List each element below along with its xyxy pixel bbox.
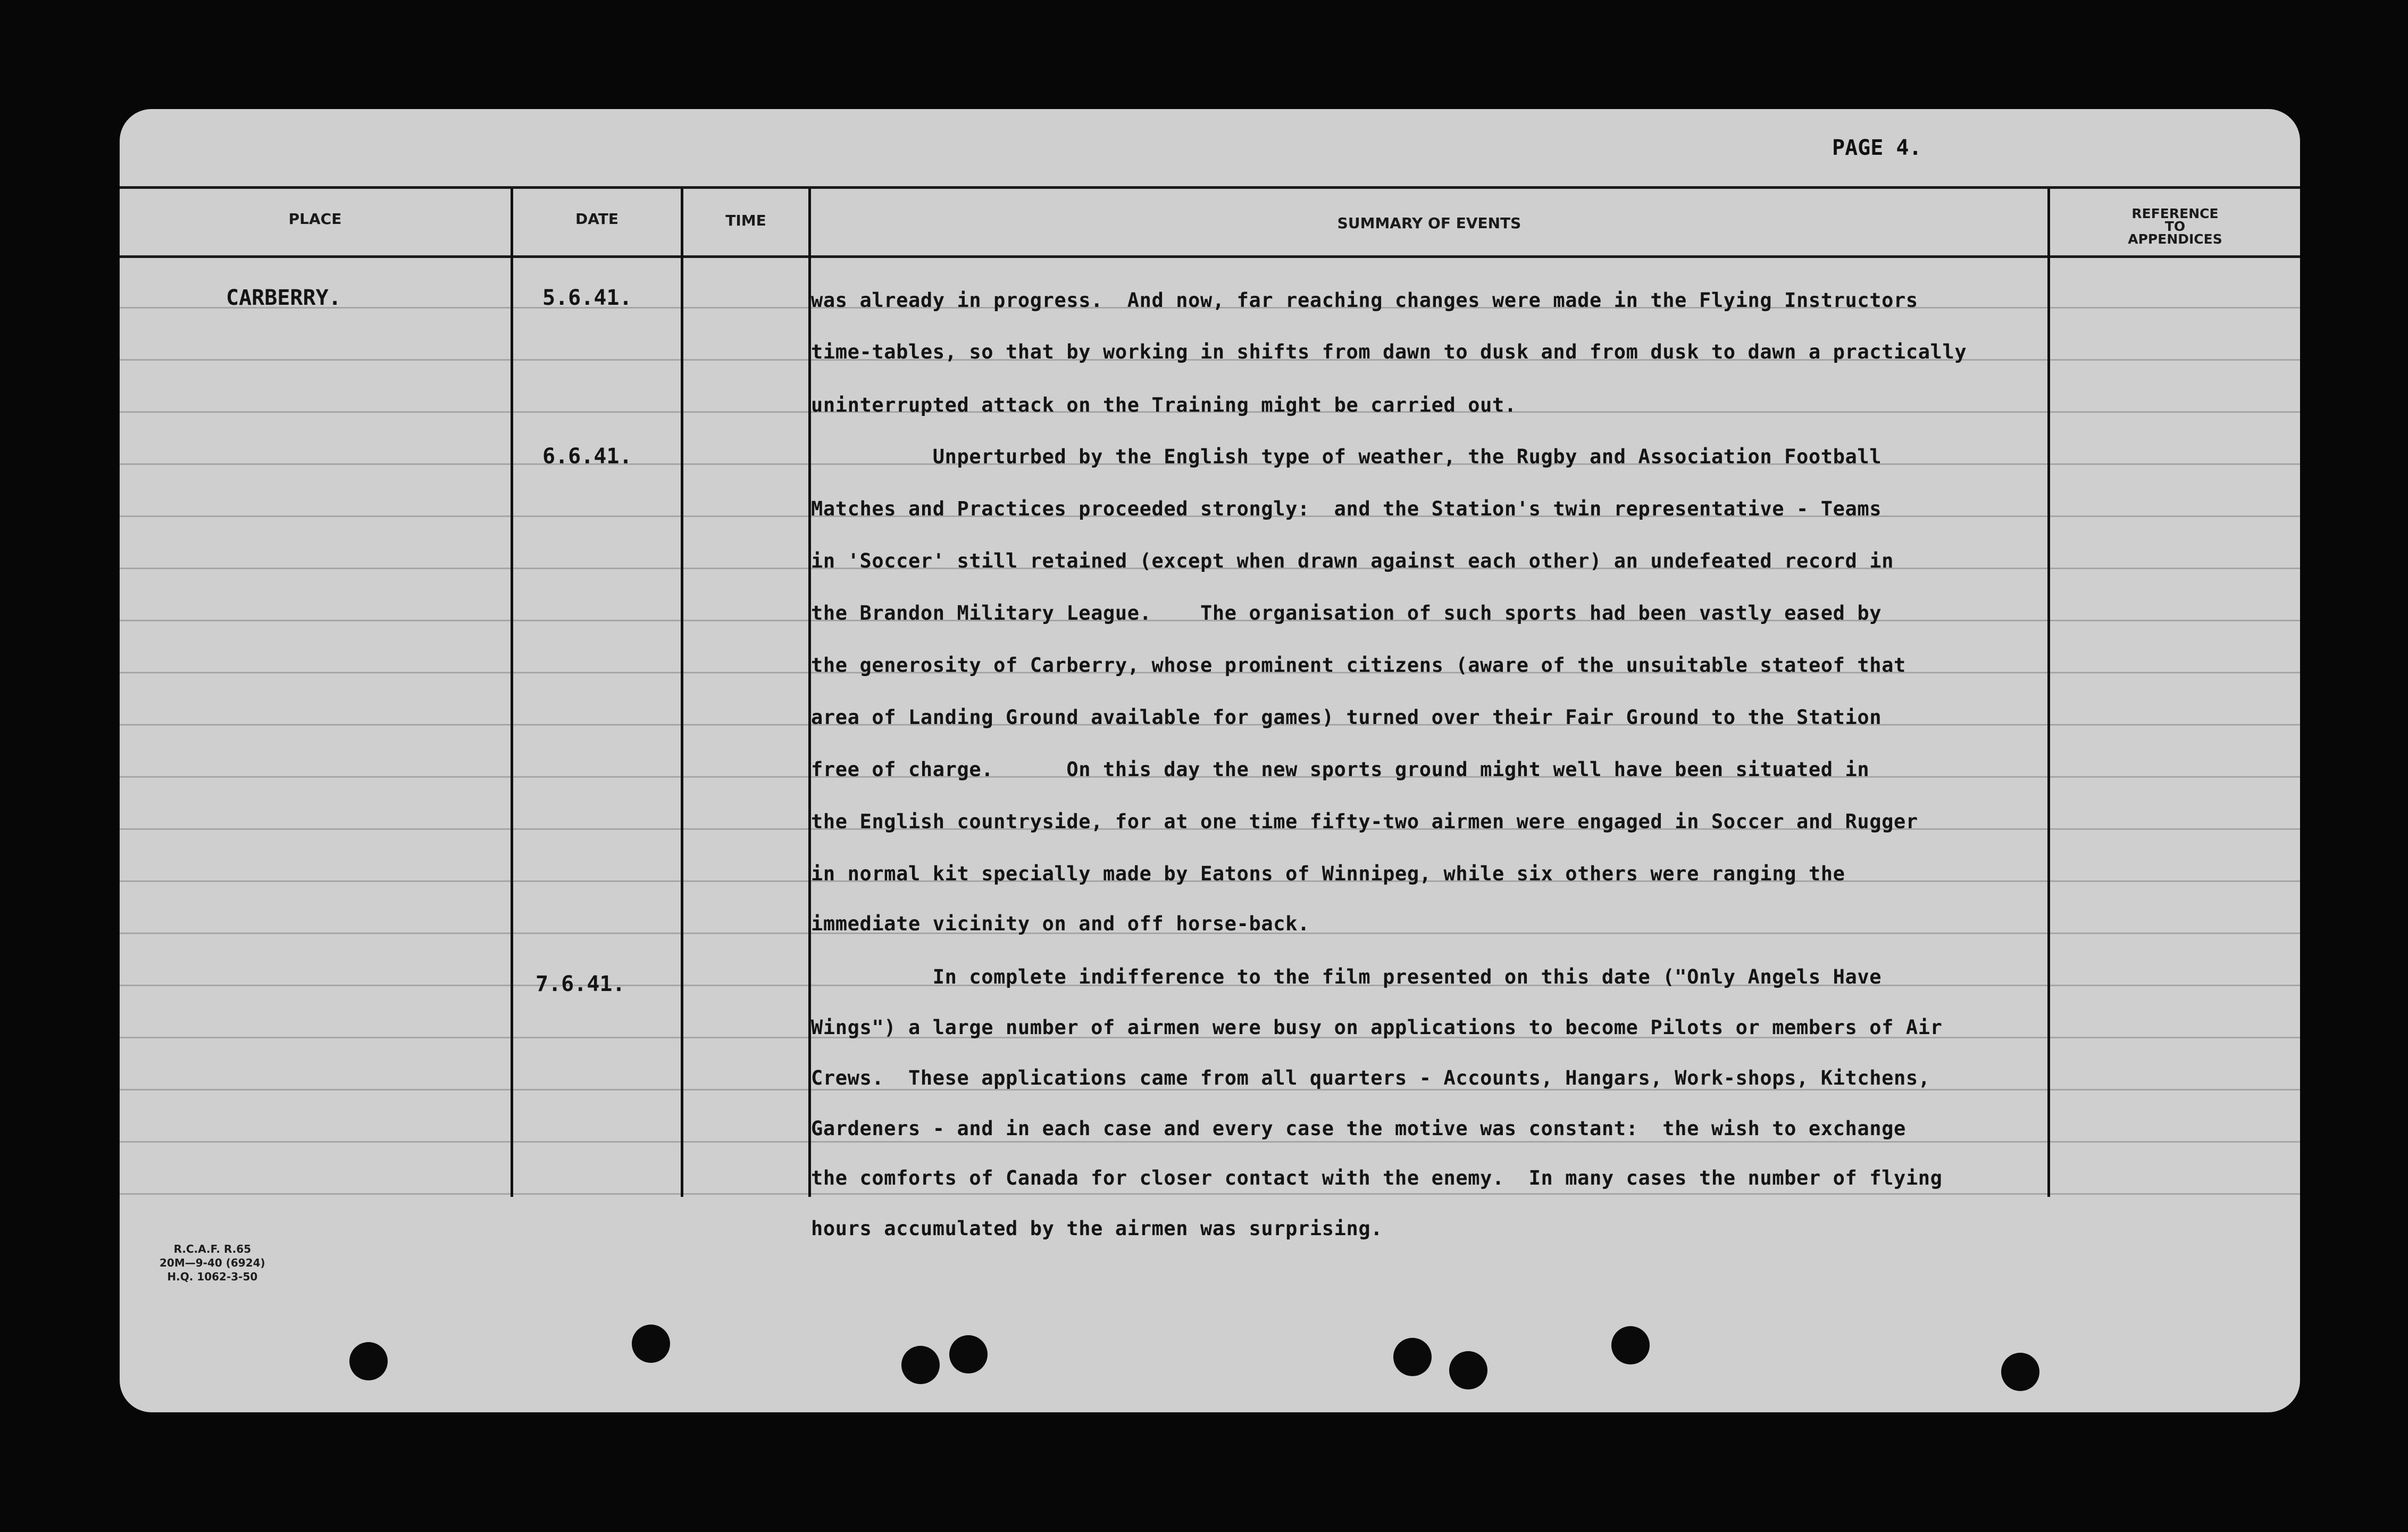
form-code-line: H.Q. 1062-3-50 (167, 1270, 258, 1283)
date-entry: 6.6.41. (542, 444, 632, 469)
summary-line: In complete indifference to the film presented on this date ("Only Angels Have (811, 965, 1882, 988)
header-rule (120, 255, 2300, 258)
summary-line: Matches and Practices proceeded strongly: and the Station's twin representative - Teams (811, 497, 1882, 520)
ruled-line (120, 1141, 2300, 1143)
punch-hole (1611, 1326, 1650, 1364)
punch-hole (632, 1325, 670, 1363)
header-reference (2050, 207, 2300, 246)
summary-line: Unperturbed by the English type of weather, the Rugby and Association Football (811, 445, 1882, 468)
form-code-line: 20M—9-40 (6924) (160, 1256, 265, 1269)
punch-hole (2001, 1353, 2039, 1391)
header-reference-line: APPENDICES (2128, 231, 2222, 247)
summary-line: in normal kit specially made by Eatons of Winnipeg, while six others were ranging the (811, 862, 1845, 885)
header-reference-line: REFERENCE (2131, 206, 2219, 221)
top-rule (120, 186, 2300, 189)
summary-line: Gardeners - and in each case and every case the motive was constant: the wish to exchange (811, 1117, 1906, 1140)
summary-line: the Brandon Military League. The organisation of such sports had been vastly eased by (811, 602, 1882, 625)
summary-line: uninterrupted attack on the Training might be carried out. (811, 394, 1517, 417)
page-number: PAGE 4. (1832, 136, 1922, 160)
form-code (160, 1242, 265, 1284)
header-place: PLACE (288, 210, 342, 228)
ruled-line (120, 1193, 2300, 1195)
header-time: TIME (725, 212, 766, 229)
punch-hole (1393, 1338, 1432, 1376)
date-entry: 5.6.41. (542, 286, 632, 310)
form-code-line: R.C.A.F. R.65 (173, 1243, 252, 1255)
summary-line: the generosity of Carberry, whose prominent citizens (aware of the unsuitable stateof that (811, 654, 1906, 677)
summary-line: time-tables, so that by working in shifts from dawn to dusk and from dusk to dawn a practically (811, 340, 1967, 363)
summary-line: free of charge. On this day the new sports ground might well have been situated in (811, 758, 1870, 781)
punch-hole (949, 1335, 988, 1373)
punch-hole (1449, 1351, 1487, 1389)
date-entry: 7.6.41. (536, 972, 625, 996)
summary-line: the English countryside, for at one time fifty-two airmen were engaged in Soccer and Rugger (811, 810, 1918, 833)
punch-hole (349, 1342, 388, 1380)
summary-line: hours accumulated by the airmen was surprising. (811, 1217, 1383, 1240)
place-entry: CARBERRY. (226, 286, 341, 310)
column-divider (511, 189, 513, 1197)
diary-card (120, 109, 2300, 1412)
header-reference-line: TO (2164, 219, 2186, 234)
summary-line: the comforts of Canada for closer contact with the enemy. In many cases the number of flying (811, 1167, 1943, 1189)
summary-line: was already in progress. And now, far reaching changes were made in the Flying Instructors (811, 289, 1918, 312)
summary-line: area of Landing Ground available for games) turned over their Fair Ground to the Station (811, 706, 1882, 729)
summary-line: in 'Soccer' still retained (except when drawn against each other) an undefeated record in (811, 549, 1894, 572)
summary-line: immediate vicinity on and off horse-back. (811, 912, 1310, 935)
header-summary: SUMMARY OF EVENTS (1337, 214, 1521, 232)
summary-line: Crews. These applications came from all quarters - Accounts, Hangars, Work-shops, Kitchens, (811, 1067, 1930, 1089)
punch-hole (901, 1346, 940, 1384)
column-divider (2047, 189, 2050, 1197)
summary-line: Wings") a large number of airmen were busy on applications to become Pilots or members of Air (811, 1016, 1943, 1039)
header-date: DATE (575, 210, 618, 228)
column-divider (681, 189, 683, 1197)
